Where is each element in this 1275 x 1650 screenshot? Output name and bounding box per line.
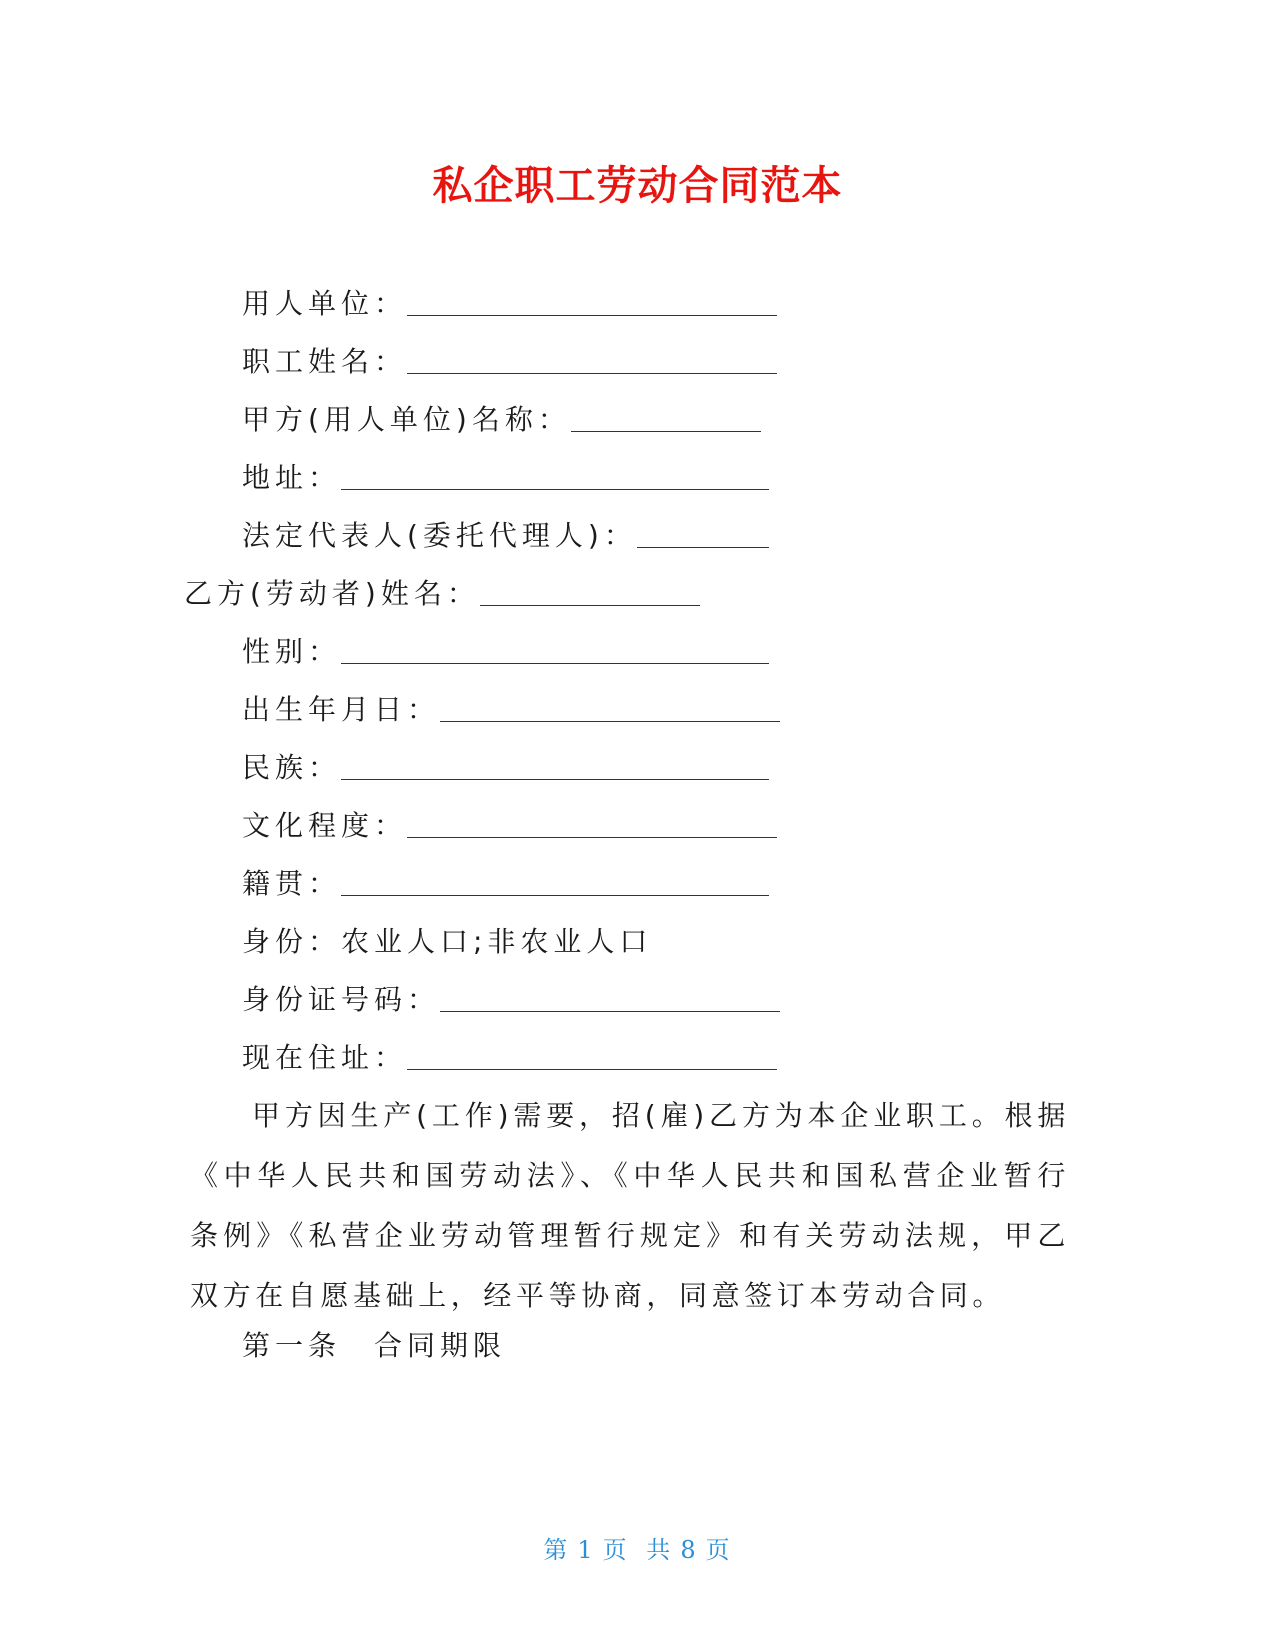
field-label: 职工姓名： <box>242 345 408 378</box>
field-address <box>242 458 769 498</box>
field-label: 文化程度： <box>242 809 408 842</box>
field-ethnicity <box>242 748 769 788</box>
page-footer <box>0 1530 1275 1565</box>
article-1-heading: 第一条 合同期限 <box>242 1329 507 1362</box>
footer-suffix: 页 <box>705 1536 732 1564</box>
document-title: 私企职工劳动合同范本 <box>432 163 843 209</box>
field-label: 现在住址： <box>242 1041 408 1074</box>
field-label: 乙方(劳动者)姓名： <box>184 577 480 610</box>
field-legal-representative <box>242 516 769 556</box>
fill-in-blank <box>440 985 780 1012</box>
fill-in-blank <box>407 347 777 374</box>
footer-middle: 页 共 <box>602 1536 673 1564</box>
field-label: 法定代表人(委托代理人)： <box>242 519 637 552</box>
field-gender <box>242 632 769 672</box>
fill-in-blank <box>440 695 780 722</box>
footer-total-pages: 8 <box>680 1536 698 1564</box>
field-current-address <box>242 1038 777 1078</box>
footer-page-number: 1 <box>577 1536 595 1564</box>
field-education <box>242 806 777 846</box>
fill-in-blank <box>637 521 769 548</box>
field-label: 民族： <box>242 751 342 784</box>
fill-in-blank <box>571 405 761 432</box>
field-label: 地址： <box>242 461 342 494</box>
contract-intro-paragraph: 甲方因生产(工作)需要，招(雇)乙方为本企业职工。根据《中华人民共和国劳动法》、《中华人民共和国私营企业暂行条例》《私营企业劳动管理暂行规定》和有关劳动法规，甲乙双方在自愿基础上，经平等协商，同意签订本劳动合同。 <box>190 1099 1070 1312</box>
field-label: 籍贯： <box>242 867 342 900</box>
footer-prefix: 第 <box>543 1536 570 1564</box>
fill-in-blank <box>407 811 777 838</box>
field-label: 身份：农业人口;非农业人口 <box>242 925 653 958</box>
field-party-a-name <box>242 400 761 440</box>
field-id-number <box>242 980 780 1020</box>
field-label: 性别： <box>242 635 342 668</box>
field-label: 出生年月日： <box>242 693 441 726</box>
fill-in-blank <box>341 753 769 780</box>
field-employee-name <box>242 342 777 382</box>
fill-in-blank <box>480 579 700 606</box>
field-identity <box>242 922 652 962</box>
fill-in-blank <box>341 869 769 896</box>
field-employer <box>242 284 777 324</box>
fill-in-blank <box>341 463 769 490</box>
field-label: 身份证号码： <box>242 983 441 1016</box>
fill-in-blank <box>341 637 769 664</box>
field-label: 用人单位： <box>242 287 408 320</box>
field-label: 甲方(用人单位)名称： <box>242 403 571 436</box>
fill-in-blank <box>407 1043 777 1070</box>
field-party-b-name <box>184 574 700 614</box>
field-native-place <box>242 864 769 904</box>
field-birth-date <box>242 690 780 730</box>
fill-in-blank <box>407 289 777 316</box>
